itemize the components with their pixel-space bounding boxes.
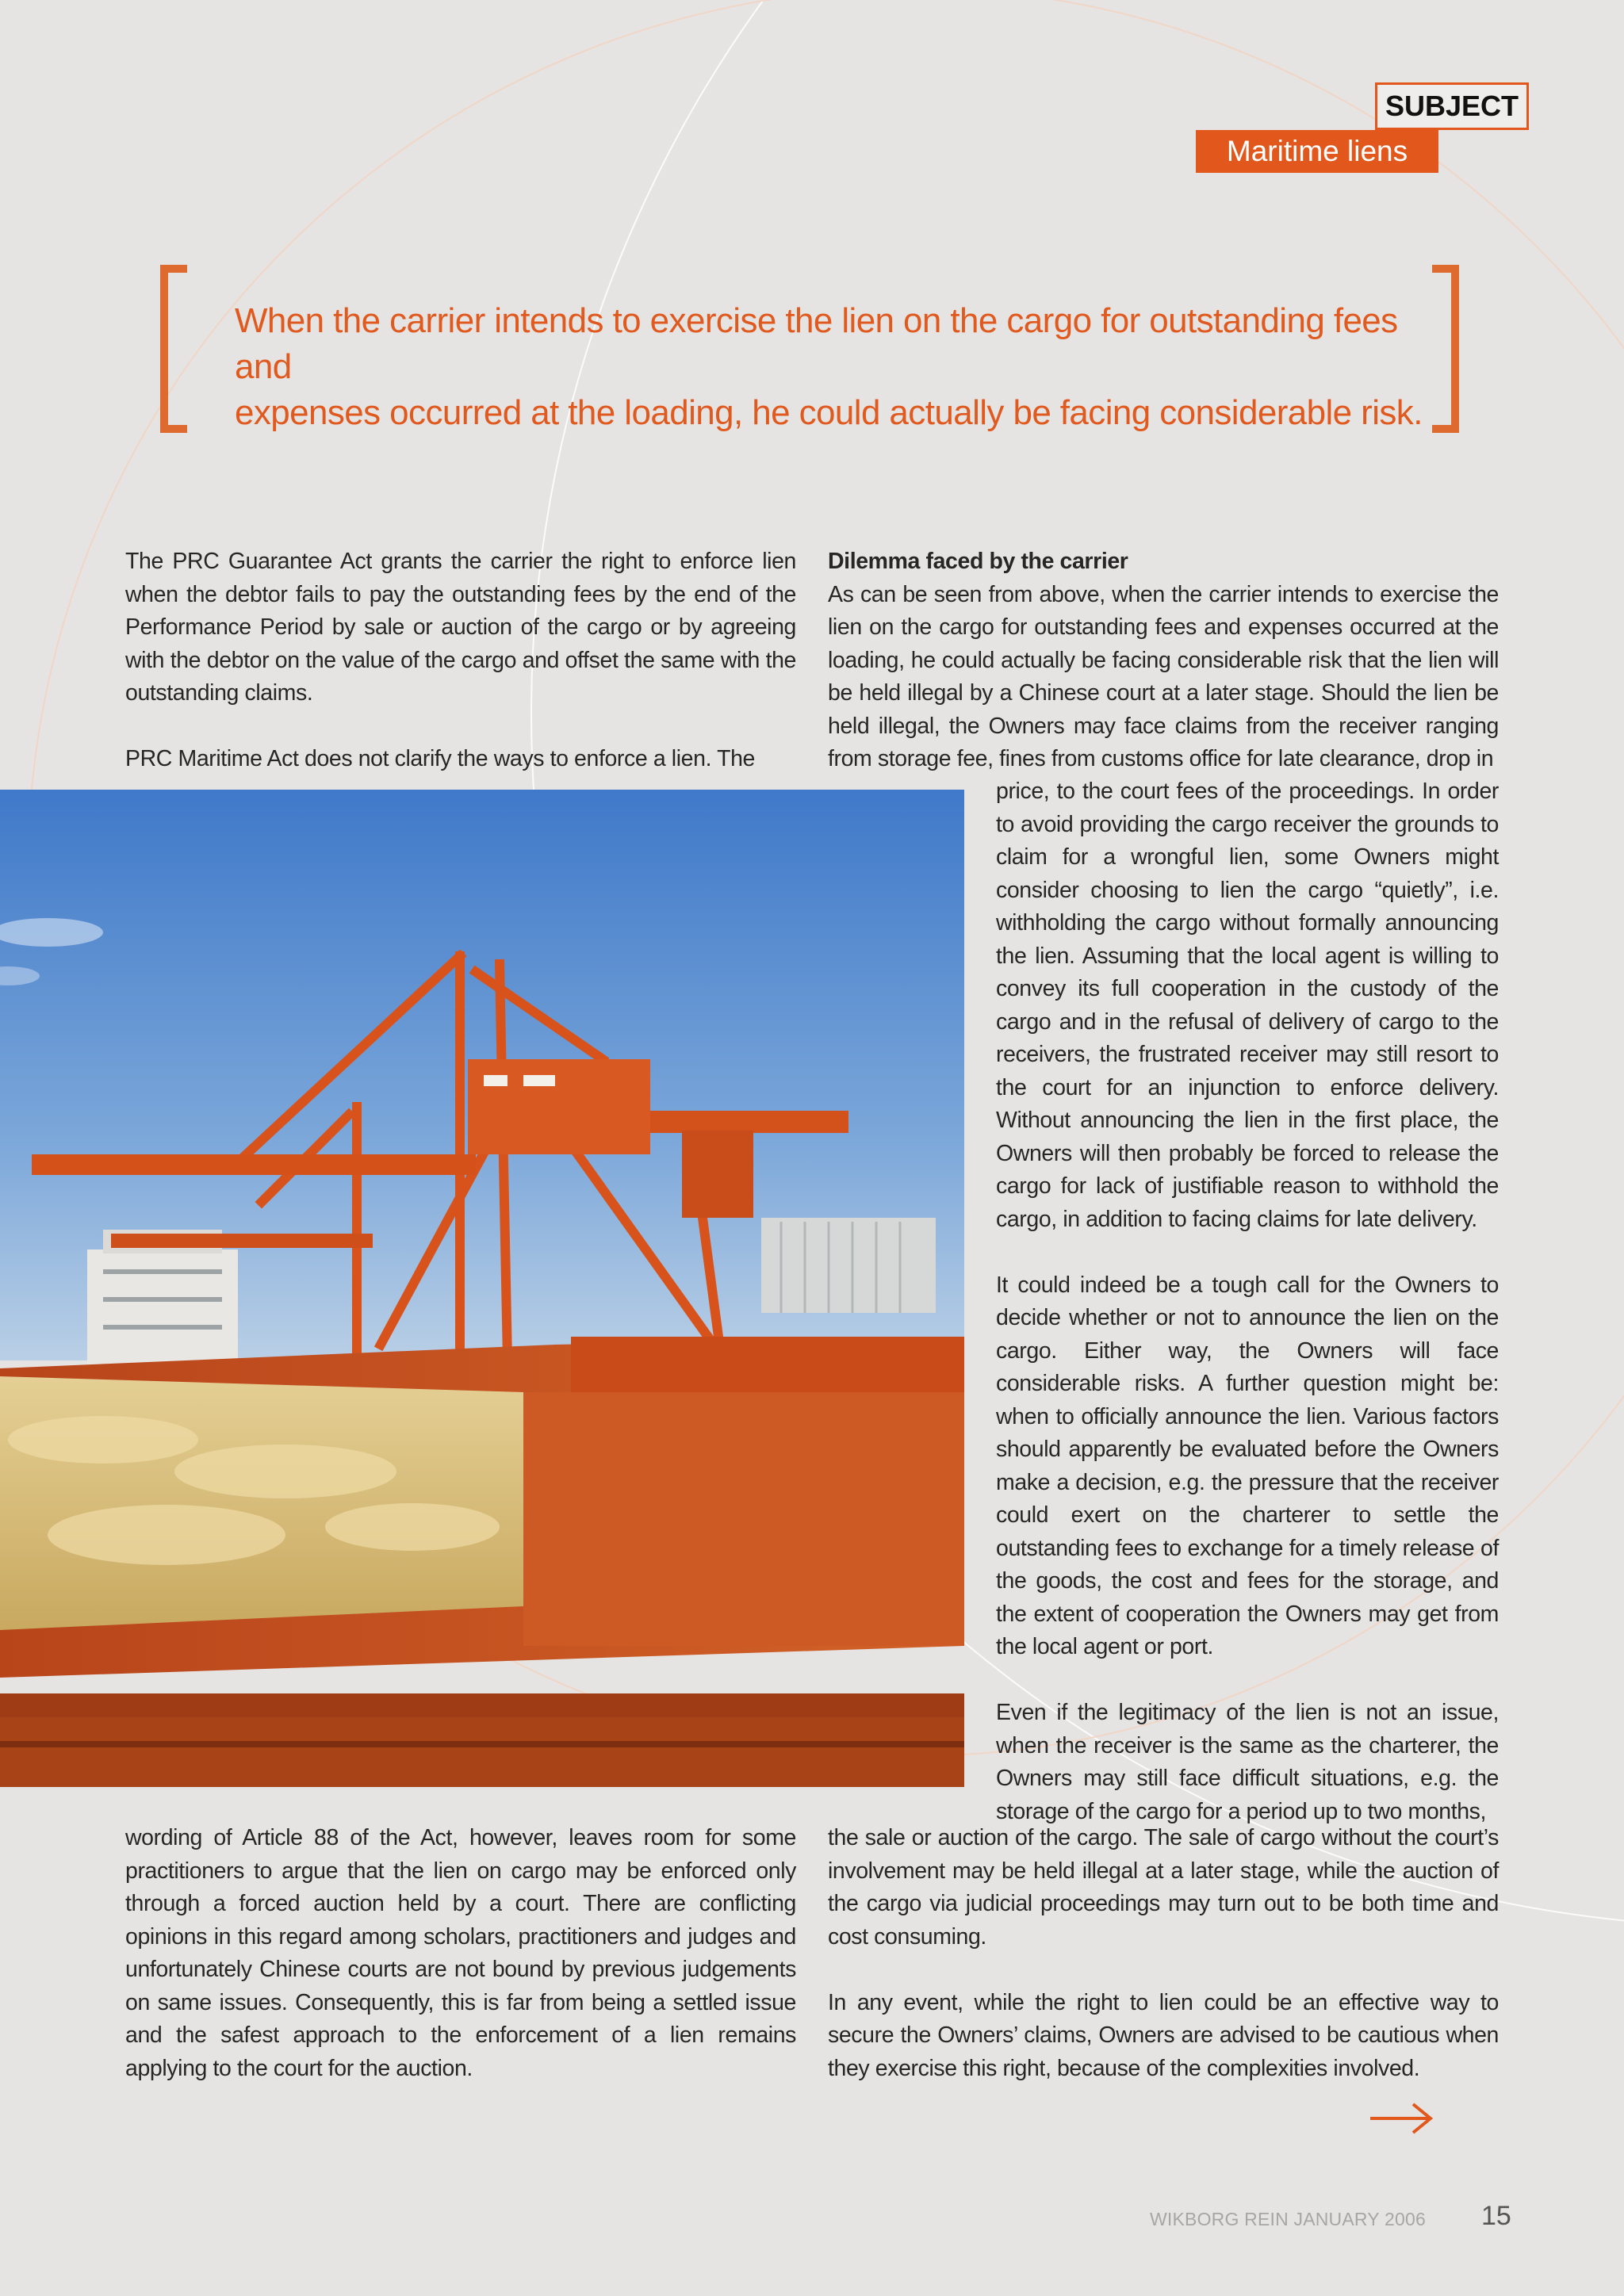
right-paragraph-3-wide: the sale or auction of the cargo. The sale of cargo without the court’s involvement may be held illegal at a later stage, while the auction of the cargo via judicial proceedings may turn out to be both time and cost consuming. (828, 1825, 1499, 1950)
quote-bracket-right (1432, 265, 1459, 433)
pull-quote-line-2: expenses occurred at the loading, he could actually be facing considerable risk. (235, 393, 1423, 432)
right-paragraph-3-narrow: Even if the legitimacy of the lien is not an issue, when the receiver is the same as the charterer, the Owners may still face difficult situations, e.g. the storage of the cargo for a period up to two months, (996, 1700, 1499, 1824)
page-number: 15 (1481, 2201, 1511, 2231)
left-paragraph-2-end: wording of Article 88 of the Act, however, leaves room for some practitioners to argue that the lien on cargo may be enforced only through a forced auction held by a court. There are conflicting opinions in this regard among scholars, practitioners and judges and unfortunately Chinese courts are not bound by previous judgements on same issues. Consequently, this is far from being a settled issue and the safest approach to the enforcement of a lien remains applying to the court for the auction. (125, 1825, 796, 2081)
footer-publication: WIKBORG REIN JANUARY 2006 (1150, 2209, 1426, 2229)
quote-bracket-left (160, 265, 187, 433)
left-column-bottom (125, 1822, 796, 2085)
left-paragraph-2-start: PRC Maritime Act does not clarify the ways to enforce a lien. The (125, 746, 756, 771)
right-column-top (828, 545, 1499, 776)
right-paragraph-1-top: As can be seen from above, when the carrier intends to exercise the lien on the cargo for outstanding fees and expenses occurred at the loading, he could actually be facing considerable risk that the lien will be held illegal by a Chinese court at a later stage. Should the lien be held illegal, the Owners may face claims from the receiver ranging from storage fee, fines from customs office for late clearance, drop in (828, 581, 1499, 771)
left-column-top (125, 545, 796, 776)
right-column-bottom (828, 1822, 1499, 2085)
right-paragraph-2: It could indeed be a tough call for the Owners to decide whether or not to announce the lien on the cargo. Either way, the Owners will face considerable risks. A further question might be: when to officially announce the lien. Various factors should apparently be evaluated before the Owners make a decision, e.g. the pressure that the receiver could exert on the charterer to settle the outstanding fees to exchange for a timely release of the goods, the cost and fees for the storage, and the extent of cooperation the Owners may get from the local agent or port. (996, 1272, 1499, 1659)
subject-label: SUBJECT (1375, 82, 1529, 130)
subject-topic-tag: Maritime liens (1196, 130, 1438, 173)
pull-quote-line-1: When the carrier intends to exercise the lien on the cargo for outstanding fees and (235, 301, 1398, 386)
right-paragraph-4: In any event, while the right to lien could be an effective way to secure the Owners’ claims, Owners are advised to be cautious when they exercise this right, because of the complexities involved. (828, 1989, 1499, 2081)
continue-arrow-icon (1369, 2101, 1434, 2136)
right-paragraph-1-rest: price, to the court fees of the proceedings. In order to avoid providing the cargo receiver the grounds to claim for a wrongful lien, some Owners might consider choosing to lien the cargo “quietly”, i.e. withholding the cargo without formally announcing the lien. Assuming that the local agent is willing to convey its full cooperation in the custody of the cargo and in the refusal of delivery of cargo to the receivers, the frustrated receiver may still resort to the court for an injunction to enforce delivery. Without announcing the lien in the first place, the Owners will then probably be forced to release the cargo for lack of justifiable reason to withhold the cargo, in addition to facing claims for late delivery. (996, 779, 1499, 1232)
port-cargo-photo (0, 790, 964, 1787)
right-column-narrow (996, 775, 1499, 1828)
section-heading: Dilemma faced by the carrier (828, 549, 1128, 574)
pull-quote (235, 298, 1440, 436)
left-paragraph-1: The PRC Guarantee Act grants the carrier the right to enforce lien when the debtor fails to pay the outstanding fees by the end of the Performance Period by sale or auction of the cargo or by agreeing with the debtor on the value of the cargo and offset the same with the outstanding claims. (125, 549, 796, 706)
